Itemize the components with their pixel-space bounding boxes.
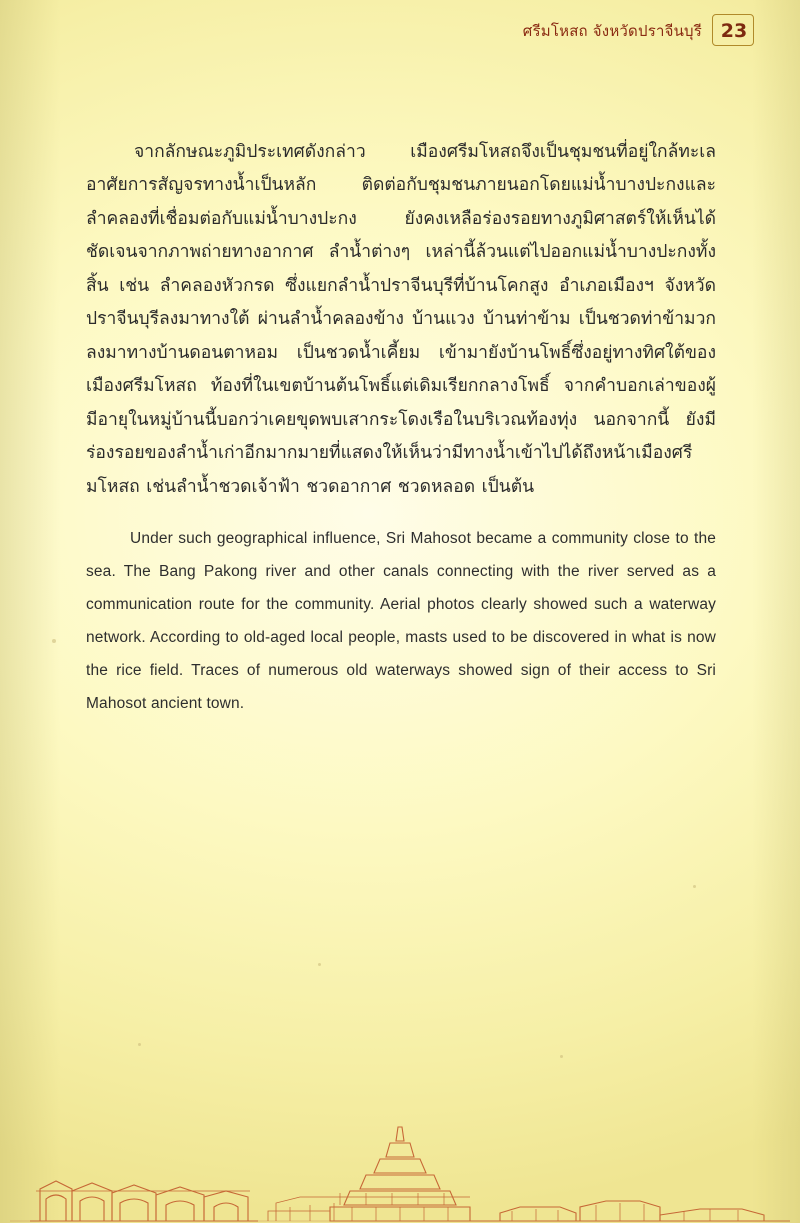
english-paragraph: Under such geographical influence, Sri Mahosot became a community close to the sea. The Bang Pakong river and other canals connecting with the river served as a communication route for the community. Aerial photos clearly showed such a waterway network. According to old-aged local people, masts used to be discovered in what is now the rice field. Traces of numerous old waterways showed sign of their access to Sri Mahosot ancient town. [86, 529, 716, 712]
scan-speck [560, 1055, 563, 1058]
page-header [523, 14, 756, 48]
scan-speck [693, 885, 696, 888]
running-title: ศรีมโหสถ จังหวัดปราจีนบุรี [522, 22, 702, 40]
scan-speck [138, 1043, 141, 1046]
page-number: 23 [720, 20, 748, 42]
scan-speck [52, 639, 56, 643]
page-number-badge [712, 14, 756, 48]
thai-paragraph: จากลักษณะภูมิประเทศดังกล่าว เมืองศรีมโหสถจึงเป็นชุมชนที่อยู่ใกล้ทะเล อาศัยการสัญจรทางน้ำเป็นหลัก ติดต่อกับชุมชนภายนอกโดยแม่น้ำบางปะกงและลำคลองที่เชื่อมต่อกับแม่น้ำบางปะกง ยังคงเหลือร่องรอยทางภูมิศาสตร์ให้เห็นได้ชัดเจนจากภาพถ่ายทางอากาศ ลำน้ำต่างๆ เหล่านี้ล้วนแต่ไปออกแม่น้ำบางปะกงทั้งสิ้น เช่น ลำคลองหัวกรด ซึ่งแยกลำน้ำปราจีนบุรีที่บ้านโคกสูง อำเภอเมืองฯ จังหวัดปราจีนบุรีลงมาทางใต้ ผ่านลำน้ำคลองข้าง บ้านแวง บ้านท่าข้าม เป็นชวดท่าข้ามวกลงมาทางบ้านดอนตาหอม เป็นชวดน้ำเคี้ยม เข้ามายังบ้านโพธิ์ซึ่งอยู่ทางทิศใต้ของเมืองศรีมโหสถ ท้องที่ในเขตบ้านต้นโพธิ์แต่เดิมเรียกกลางโพธิ์ จากคำบอกเล่าของผู้มีอายุในหมู่บ้านนี้บอกว่าเคยขุดพบเสากระโดงเรือในบริเวณท้องทุ่ง นอกจากนี้ ยังมีร่องรอยของลำน้ำเก่าอีกมากมายที่แสดงให้เห็นว่ามีทางน้ำเข้าไปได้ถึงหน้าเมืองศรีมโหสถ เช่นลำน้ำชวดเจ้าฟ้า ชวดอากาศ ชวดหลอด เป็นต้น [86, 141, 716, 497]
footer-frieze-icon [0, 1103, 800, 1223]
scan-speck [318, 963, 321, 966]
page-content [86, 118, 716, 735]
